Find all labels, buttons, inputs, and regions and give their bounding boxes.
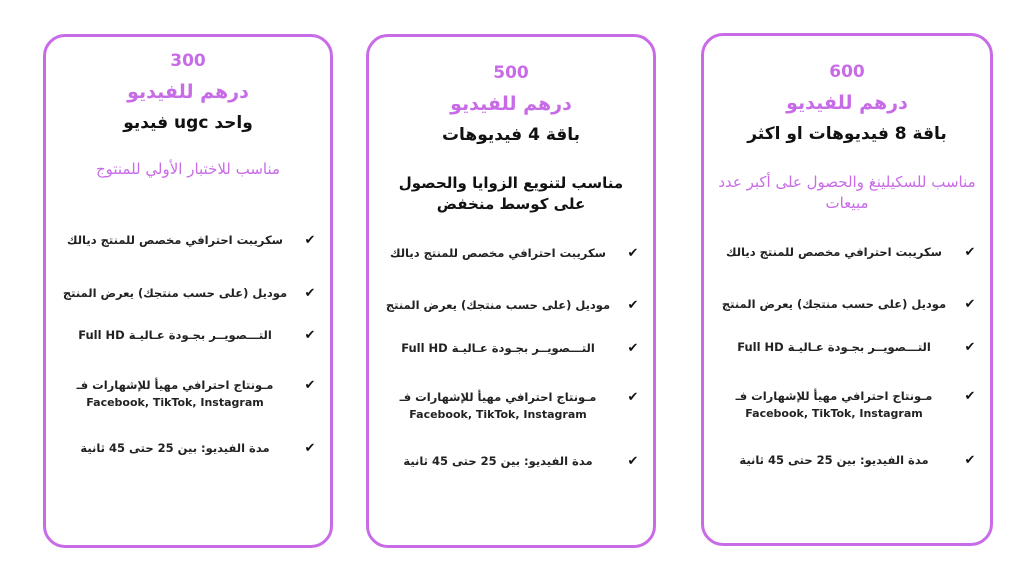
check-icon: ✔ [627,246,639,261]
plan-card-600 [701,33,993,546]
feature-text: موديل (على حسب منتجك) يعرض المنتج [721,297,947,311]
feature-text-main: مـونتاج احترافي مهيأ للإشهارات فـ [76,378,274,392]
check-icon: ✔ [304,328,316,343]
feature-text: موديل (على حسب منتجك) يعرض المنتج [385,298,611,312]
feature-item [54,232,318,249]
feature-text-main: مـونتاج احترافي مهيأ للإشهارات فـ [735,389,933,403]
plan-package: باقة 4 فيديوهات [441,125,581,145]
check-icon: ✔ [627,390,639,405]
feature-text: التـــصويــر بجـودة عـاليـة Full HD [401,341,595,355]
plan-card-500 [366,34,656,548]
check-icon: ✔ [627,298,639,313]
plan-pitch: مناسب للاختبار الأولي للمنتوج [95,160,281,178]
feature-text: سكريبت احترافي مخصص للمنتج ديالك [67,233,283,247]
feature-item [377,453,641,470]
feature-item [377,297,641,314]
feature-item [54,440,318,457]
plan-unit: درهم للفيديو [786,92,908,114]
check-icon: ✔ [627,341,639,356]
plan-unit: درهم للفيديو [450,93,572,115]
feature-item [712,339,978,356]
feature-text: سكريبت احترافي مخصص للمنتج ديالك [390,246,606,260]
feature-text [377,389,619,423]
check-icon: ✔ [964,453,976,468]
feature-item [54,377,318,411]
feature-text: التـــصويــر بجـودة عـاليـة Full HD [78,328,272,342]
feature-text [712,388,956,422]
check-icon: ✔ [304,233,316,248]
plan-unit: درهم للفيديو [127,81,249,103]
check-icon: ✔ [627,454,639,469]
check-icon: ✔ [304,378,316,393]
feature-item [712,296,978,313]
feature-platforms: Facebook, TikTok, Instagram [745,407,923,420]
check-icon: ✔ [304,286,316,301]
check-icon: ✔ [304,441,316,456]
feature-text: مدة الفيديو: بين 25 حتى 45 ثانية [80,441,270,455]
check-icon: ✔ [964,389,976,404]
feature-item [712,244,978,261]
feature-text [54,377,296,411]
feature-item [377,389,641,423]
plan-pitch: مناسب لتنويع الزوايا والحصول على كوسط منخفض [398,174,624,213]
feature-platforms: Facebook, TikTok, Instagram [409,408,587,421]
feature-text: موديل (على حسب منتجك) يعرض المنتج [62,286,288,300]
feature-text: سكريبت احترافي مخصص للمنتج ديالك [726,245,942,259]
feature-item [54,327,318,344]
feature-item [54,285,318,302]
plan-package: واحد ugc فيديو [123,113,253,133]
plan-price: 600 [829,62,865,82]
check-icon: ✔ [964,340,976,355]
feature-text: مدة الفيديو: بين 25 حتى 45 ثانية [739,453,929,467]
feature-item [712,452,978,469]
feature-platforms: Facebook, TikTok, Instagram [86,396,264,409]
plan-price: 300 [170,51,206,71]
feature-item [712,388,978,422]
plan-pitch: مناسب للسكيلينغ والحصول على أكبر عدد مبيعات [718,173,976,212]
check-icon: ✔ [964,297,976,312]
feature-text-main: مـونتاج احترافي مهيأ للإشهارات فـ [399,390,597,404]
plan-card-300 [43,34,333,548]
feature-text: مدة الفيديو: بين 25 حتى 45 ثانية [403,454,593,468]
plan-package: باقة 8 فيديوهات او اكثر [747,124,947,144]
feature-item [377,245,641,262]
feature-item [377,340,641,357]
plan-price: 500 [493,63,529,83]
check-icon: ✔ [964,245,976,260]
feature-text: التـــصويــر بجـودة عـاليـة Full HD [737,340,931,354]
